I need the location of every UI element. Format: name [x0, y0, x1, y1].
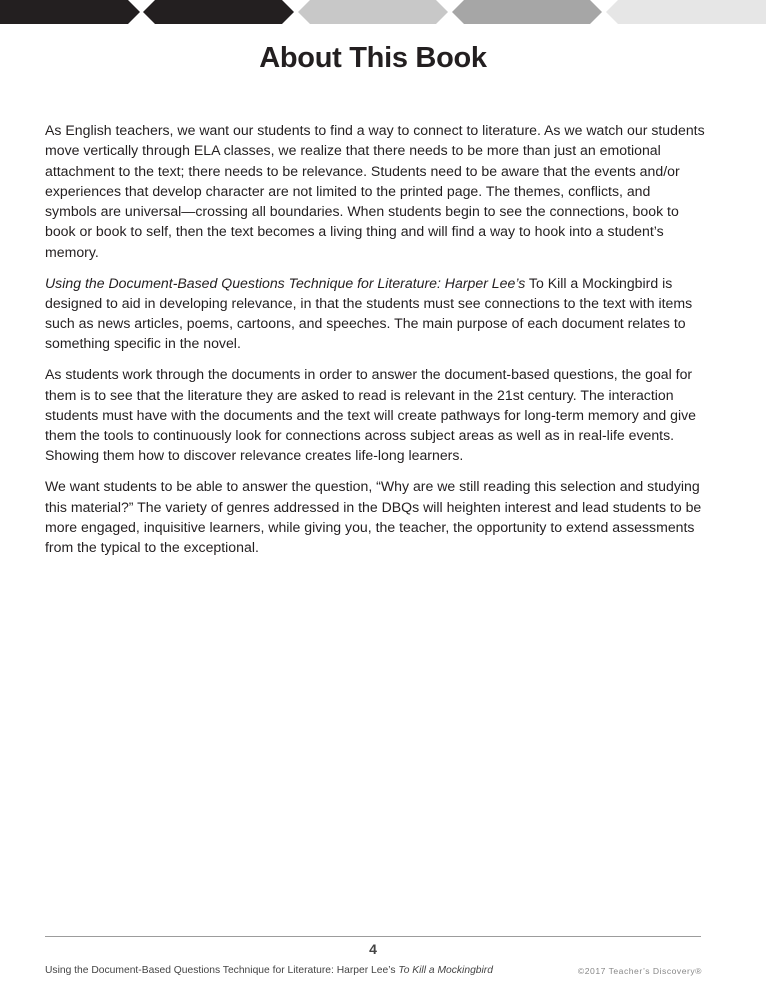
footer-book-title-italic: To Kill a Mockingbird	[398, 965, 493, 976]
footer-book-title	[45, 965, 493, 976]
header-banner	[0, 0, 766, 24]
page-title: About This Book	[259, 42, 487, 74]
copyright: ©2017 Teacher’s Discovery®	[577, 966, 702, 976]
page-number: 4	[369, 941, 377, 957]
banner-segment	[0, 0, 140, 24]
body-paragraph	[45, 120, 705, 262]
text-run: As English teachers, we want our students to find a way to connect to literature. As we watch our students move vertically through ELA classes, we realize that there needs to be more than just an emotional attachment to the text; there needs to be relevance. Students need to be aware that the events and/or experiences that develop character are not limited to the printed page. The themes, conflicts, and symbols are universal—crossing all boundaries. When students begin to see the connections, book to book or book to self, then the text becomes a living thing and will find a way to hook into a student’s memory.	[45, 122, 705, 260]
banner-segment	[298, 0, 448, 24]
text-run: We want students to be able to answer the question, “Why are we still reading this selection and studying this material?” The variety of genres addressed in the DBQs will heighten interest and lead students to be more engaged, inquisitive learners, while giving you, the teacher, the opportunity to extend assessments from the typical to the exceptional.	[45, 478, 702, 556]
footer-divider	[45, 936, 701, 937]
body-paragraph	[45, 476, 705, 557]
body-text	[45, 120, 705, 568]
body-paragraph	[45, 364, 705, 465]
banner-segment	[143, 0, 294, 24]
banner-segment	[606, 0, 766, 24]
text-run: To Kill a Mockingbird is designed to aid in developing relevance, in that the students must see connections to the text with items such as news articles, poems, cartoons, and speeches. The main purpose of each document relates to something specific in the novel.	[45, 274, 693, 352]
body-paragraph	[45, 273, 705, 354]
footer-book-title-text: Using the Document-Based Questions Technique for Literature: Harper Lee’s	[45, 965, 399, 976]
text-run: As students work through the documents in order to answer the document-based questions, the goal for them is to see that the literature they are asked to read is relevant in the 21st century. The interaction students must have with the documents and the text will create pathways for long-term memory and give them the tools to continuously look for connections across subject areas as well as in real-life events. Showing them how to discover relevance creates life-long learners.	[45, 366, 696, 464]
banner-segment	[452, 0, 602, 24]
italic-run: Using the Document-Based Questions Technique for Literature: Harper Lee’s	[45, 274, 526, 291]
